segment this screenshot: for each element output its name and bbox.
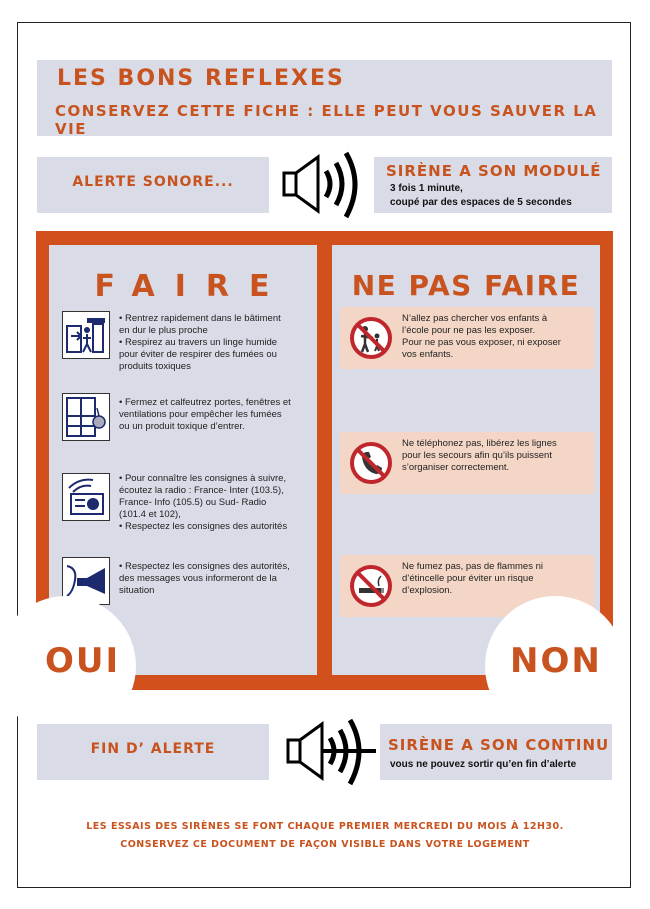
page-subtitle: CONSERVEZ CETTE FICHE : ELLE PEUT VOUS SAUVER LA VIE xyxy=(55,102,598,138)
speaker-continuous-icon xyxy=(282,714,378,790)
siren-modulated-line2: coupé par des espaces de 5 secondes xyxy=(390,197,572,208)
window-icon xyxy=(62,393,110,441)
footer-line-1: LES ESSAIS DES SIRÈNES SE FONT CHAQUE PREMIER MERCREDI DU MOIS À 12H30. xyxy=(86,821,564,832)
alert-label: ALERTE SONORE... xyxy=(72,174,234,190)
no-children-icon xyxy=(349,316,393,360)
no-phone-icon xyxy=(349,441,393,485)
oui-label: OUI xyxy=(45,641,121,681)
dont-item-1-text: N’allez pas chercher vos enfants à l’école pour ne pas les exposer. Pour ne pas vous exposer, ni exposer vos enfants. xyxy=(402,313,561,360)
siren-continuous-line1: vous ne pouvez sortir qu’en fin d’alerte xyxy=(390,759,577,770)
speaker-modulated-icon xyxy=(278,147,368,223)
siren-modulated-title: SIRÈNE A SON MODULÉ xyxy=(386,162,602,180)
dont-item-2 xyxy=(340,432,594,494)
dont-item-3-text: Ne fumez pas, pas de flammes ni d’étincelle pour éviter un risque d’explosion. xyxy=(402,561,543,596)
page-title: LES BONS REFLEXES xyxy=(57,66,345,91)
header-banner xyxy=(37,60,612,136)
end-alert-box xyxy=(37,724,269,780)
footer-line-2: CONSERVEZ CE DOCUMENT DE FAÇON VISIBLE DANS VOTRE LOGEMENT xyxy=(120,839,530,850)
siren-modulated-box xyxy=(374,157,612,213)
non-label: NON xyxy=(510,641,602,681)
faire-item-3-text: • Pour connaître les consignes à suivre, écoutez la radio : France- Inter (103.5), France- Info (105.5) ou Sud- Radio (101.4 et 102), • Respectez les consignes des autorités xyxy=(119,473,288,532)
ne-pas-faire-title: NE PAS FAIRE xyxy=(351,269,581,302)
faire-item-2-text: • Fermez et calfeutrez portes, fenêtres et ventilations pour empêcher les fumées ou un produit toxique d’entrer. xyxy=(119,397,291,432)
siren-continuous-title: SIRÈNE A SON CONTINU xyxy=(388,736,610,754)
dont-item-2-text: Ne téléphonez pas, libérez les lignes pour les secours afin qu’ils puissent s’organiser correctement. xyxy=(402,438,557,473)
dont-item-1 xyxy=(340,307,594,369)
alert-box xyxy=(37,157,269,213)
no-smoking-icon xyxy=(349,564,393,608)
faire-item-4-text: • Respectez les consignes des autorités, des messages vous informeront de la situation xyxy=(119,561,290,596)
faire-item-1-text: • Rentrez rapidement dans le bâtiment en dur le plus proche • Respirez au travers un linge humide pour éviter de respirer des fumées ou produits toxiques xyxy=(119,313,281,372)
faire-title: FAIRE xyxy=(94,269,290,304)
radio-icon xyxy=(62,473,110,521)
siren-modulated-line1: 3 fois 1 minute, xyxy=(390,183,463,194)
shelter-icon xyxy=(62,311,110,359)
end-alert-label: FIN D’ ALERTE xyxy=(90,741,216,757)
siren-continuous-box xyxy=(380,724,612,780)
